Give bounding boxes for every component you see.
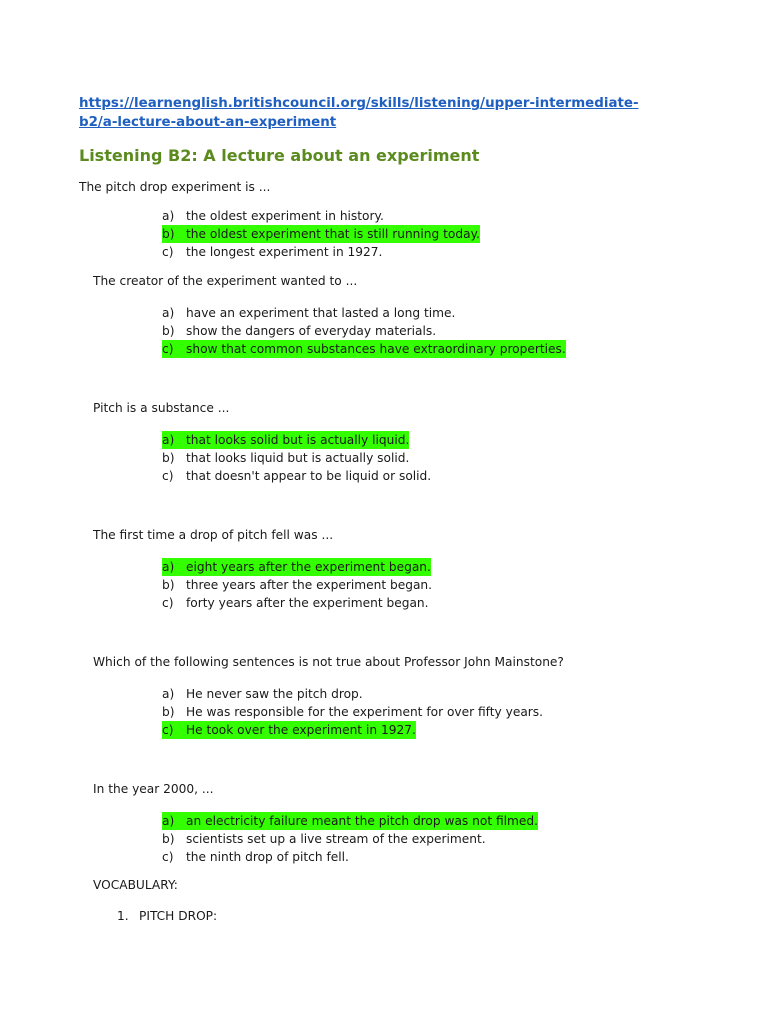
option-letter: b)	[162, 578, 175, 592]
question-1-option-c	[162, 243, 382, 261]
question-6-option-c	[162, 848, 349, 866]
question-2-option-c-answer	[162, 340, 566, 358]
question-4-option-c	[162, 594, 429, 612]
option-text: the ninth drop of pitch fell.	[186, 850, 349, 864]
question-2-prompt: The creator of the experiment wanted to ...	[93, 274, 358, 288]
option-letter: c)	[162, 850, 174, 864]
question-2-option-b	[162, 322, 436, 340]
option-letter: b)	[162, 705, 175, 719]
source-link[interactable]: https://learnenglish.britishcouncil.org/skills/listening/upper-intermediate-b2/a-lecture-about-an-experiment	[79, 96, 639, 130]
option-text: the longest experiment in 1927.	[186, 245, 383, 259]
question-6-prompt: In the year 2000, ...	[93, 782, 214, 796]
vocabulary-heading: VOCABULARY:	[93, 878, 178, 892]
option-text: He never saw the pitch drop.	[186, 687, 363, 701]
vocabulary-item-1	[117, 909, 217, 923]
question-5-option-c-answer	[162, 721, 416, 739]
option-letter: a)	[162, 687, 175, 701]
page-title: Listening B2: A lecture about an experiment	[79, 146, 480, 165]
option-letter: b)	[162, 451, 175, 465]
vocabulary-item-number: 1.	[117, 909, 129, 923]
option-letter: b)	[162, 227, 175, 241]
question-5-option-a	[162, 685, 363, 703]
option-text: He was responsible for the experiment for over fifty years.	[186, 705, 544, 719]
option-text: that looks liquid but is actually solid.	[186, 451, 410, 465]
option-text: forty years after the experiment began.	[186, 596, 429, 610]
question-6-option-b	[162, 830, 486, 848]
option-letter: c)	[162, 723, 174, 737]
option-letter: c)	[162, 469, 174, 483]
question-5-prompt: Which of the following sentences is not true about Professor John Mainstone?	[93, 655, 564, 669]
option-text: that looks solid but is actually liquid.	[186, 433, 410, 447]
question-4-option-a-answer	[162, 558, 431, 576]
question-3-prompt: Pitch is a substance ...	[93, 401, 230, 415]
option-text: show the dangers of everyday materials.	[186, 324, 437, 338]
question-3-option-b	[162, 449, 409, 467]
option-text: three years after the experiment began.	[186, 578, 433, 592]
option-text: eight years after the experiment began.	[186, 560, 431, 574]
option-text: that doesn't appear to be liquid or solid.	[186, 469, 432, 483]
option-letter: a)	[162, 209, 175, 223]
option-text: show that common substances have extraordinary properties.	[186, 342, 566, 356]
question-4-option-b	[162, 576, 432, 594]
vocabulary-item-text: PITCH DROP:	[139, 909, 218, 923]
question-6-option-a-answer	[162, 812, 538, 830]
option-text: the oldest experiment in history.	[186, 209, 384, 223]
option-letter: a)	[162, 433, 175, 447]
option-letter: c)	[162, 596, 174, 610]
option-text: scientists set up a live stream of the experiment.	[186, 832, 486, 846]
question-4-prompt: The first time a drop of pitch fell was ...	[93, 528, 334, 542]
option-text: have an experiment that lasted a long time.	[186, 306, 456, 320]
option-letter: c)	[162, 342, 174, 356]
option-letter: b)	[162, 832, 175, 846]
option-text: the oldest experiment that is still running today.	[186, 227, 480, 241]
option-letter: c)	[162, 245, 174, 259]
option-text: He took over the experiment in 1927.	[186, 723, 416, 737]
option-text: an electricity failure meant the pitch drop was not filmed.	[186, 814, 539, 828]
option-letter: b)	[162, 324, 175, 338]
question-1-option-b-answer	[162, 225, 480, 243]
option-letter: a)	[162, 814, 175, 828]
question-2-option-a	[162, 304, 455, 322]
question-5-option-b	[162, 703, 543, 721]
option-letter: a)	[162, 306, 175, 320]
question-3-option-a-answer	[162, 431, 409, 449]
question-1-prompt: The pitch drop experiment is ...	[79, 180, 271, 194]
option-letter: a)	[162, 560, 175, 574]
question-3-option-c	[162, 467, 431, 485]
question-1-option-a	[162, 207, 384, 225]
